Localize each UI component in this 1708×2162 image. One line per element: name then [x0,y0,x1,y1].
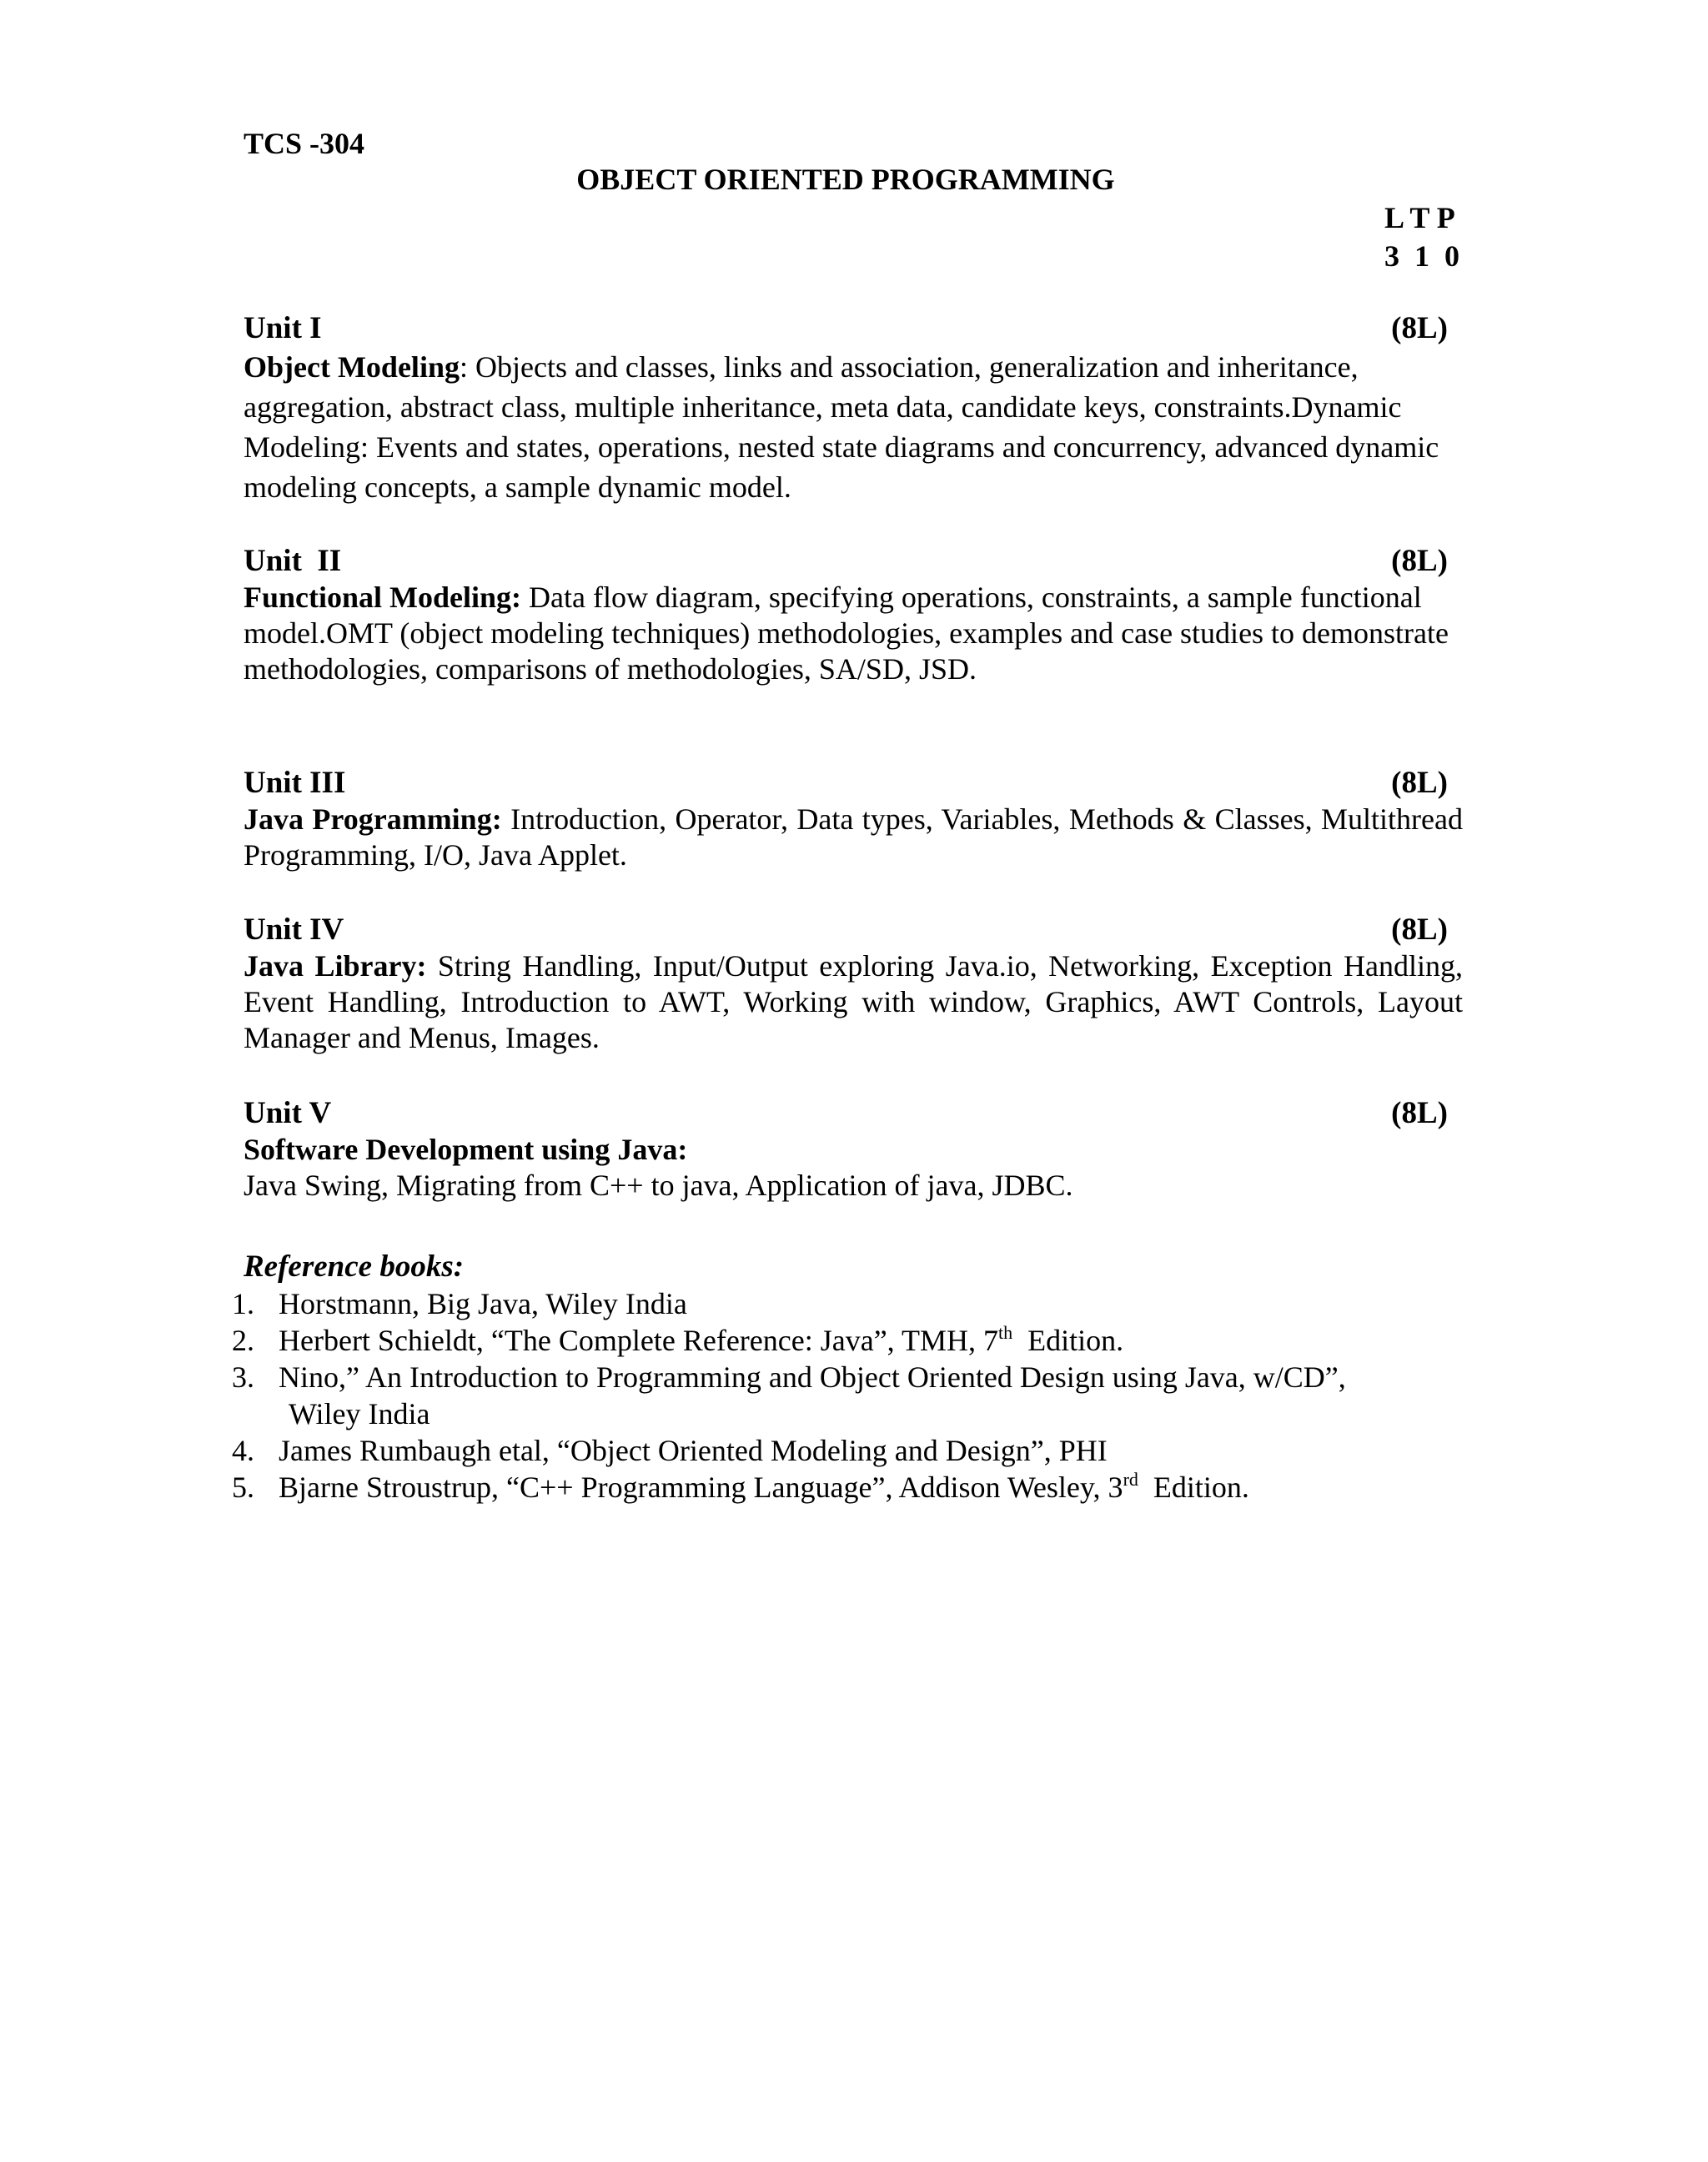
ltp-values: 3 1 0 [1384,239,1459,273]
reference-text: Horstmann, Big Java, Wiley India [279,1287,687,1320]
reference-text-wrap [279,1322,1483,1359]
reference-books [232,1249,1483,1506]
unit-2 [244,543,1463,687]
unit-1-label: Unit I [244,311,322,345]
course-code: TCS -304 [244,127,365,160]
unit-2-sep [521,581,529,614]
unit-2-hours: (8L) [1391,544,1448,578]
reference-number: 4. [232,1434,254,1467]
reference-number: 2. [232,1324,254,1357]
reference-number: 5. [232,1471,254,1504]
unit-1-hours: (8L) [1391,311,1448,345]
unit-1-topic: Object Modeling [244,350,460,384]
unit-3-label: Unit III [244,766,346,800]
unit-5-hours: (8L) [1391,1096,1448,1130]
unit-4 [244,912,1463,1056]
unit-3-topic: Java Programming: [244,802,502,836]
reference-item [232,1359,1483,1395]
reference-superscript: rd [1123,1469,1138,1490]
unit-5-topic: Software Development using Java: [244,1133,688,1166]
reference-text: Herbert Schieldt, “The Complete Reference: Java”, TMH, 7 [279,1324,999,1357]
unit-1-sep: : [459,350,475,384]
reference-item [232,1469,1483,1506]
unit-4-text: String Handling, Input/Output exploring Java.io, Networking, Exception Handling, Event Handling, Introduction to AWT, Working with window, Graphics, AWT Controls, Layout Manager and Menus, Images. [244,949,1464,1054]
reference-number: 1. [232,1287,254,1320]
unit-4-header [244,912,1463,948]
unit-2-text: Data flow diagram, specifying operations, constraints, a sample functional model.OMT (object modeling techniques) methodologies, examples and case studies to demonstrate methodologies, comparisons of methodologies, SA/SD, JSD. [244,581,1449,686]
unit-5-header [244,1095,1463,1132]
unit-3-hours: (8L) [1391,766,1448,800]
reference-number: 3. [232,1360,254,1394]
reference-item [232,1432,1483,1469]
reference-text: James Rumbaugh etal, “Object Oriented Modeling and Design”, PHI [279,1434,1108,1467]
unit-3-text: Introduction, Operator, Data types, Variables, Methods & Classes, Multithread Programming, I/O, Java Applet. [244,802,1463,872]
unit-4-sep [426,949,437,983]
unit-4-hours: (8L) [1391,913,1448,947]
unit-5 [244,1095,1463,1204]
unit-3-content [244,802,1463,873]
unit-4-topic: Java Library: [244,949,427,983]
ltp-labels: L T P [1384,201,1455,234]
unit-3-sep [502,802,510,836]
reference-text-tail: Edition. [1012,1324,1124,1357]
reference-text-tail: Edition. [1138,1471,1249,1504]
reference-superscript: th [998,1322,1013,1343]
reference-books-heading: Reference books: [244,1249,465,1284]
unit-2-topic: Functional Modeling: [244,581,522,614]
unit-2-content [244,580,1463,687]
unit-1-text: Objects and classes, links and association, generalization and inheritance, aggregation, abstract class, multiple inheritance, meta data, candidate keys, constraints.Dynamic Modeling: Events and states, operations, nested state diagrams and concurrency, advanced dynamic modeling concepts, a sample dynamic model. [244,350,1439,504]
reference-text: Bjarne Stroustrup, “C++ Programming Language”, Addison Wesley, 3 [279,1471,1123,1504]
unit-3-header [244,765,1463,802]
unit-4-label: Unit IV [244,913,344,947]
reference-item [232,1285,1483,1322]
course-title: OBJECT ORIENTED PROGRAMMING [576,163,1115,196]
reference-text: Nino,” An Introduction to Programming and Object Oriented Design using Java, w/CD”, [279,1360,1346,1394]
unit-5-content [244,1132,1463,1204]
unit-5-label: Unit V [244,1096,332,1130]
reference-item [232,1322,1483,1359]
unit-1 [244,310,1463,507]
unit-3 [244,765,1463,873]
reference-continuation: Wiley India [289,1397,430,1430]
unit-1-header [244,310,1463,347]
reference-text-wrap [279,1469,1483,1506]
unit-4-content [244,948,1463,1056]
unit-2-label: Unit II [244,544,342,578]
unit-5-text: Java Swing, Migrating from C++ to java, Application of java, JDBC. [244,1169,1073,1202]
unit-1-content [244,347,1463,507]
unit-2-header [244,543,1463,580]
ltp-block [1384,199,1484,275]
